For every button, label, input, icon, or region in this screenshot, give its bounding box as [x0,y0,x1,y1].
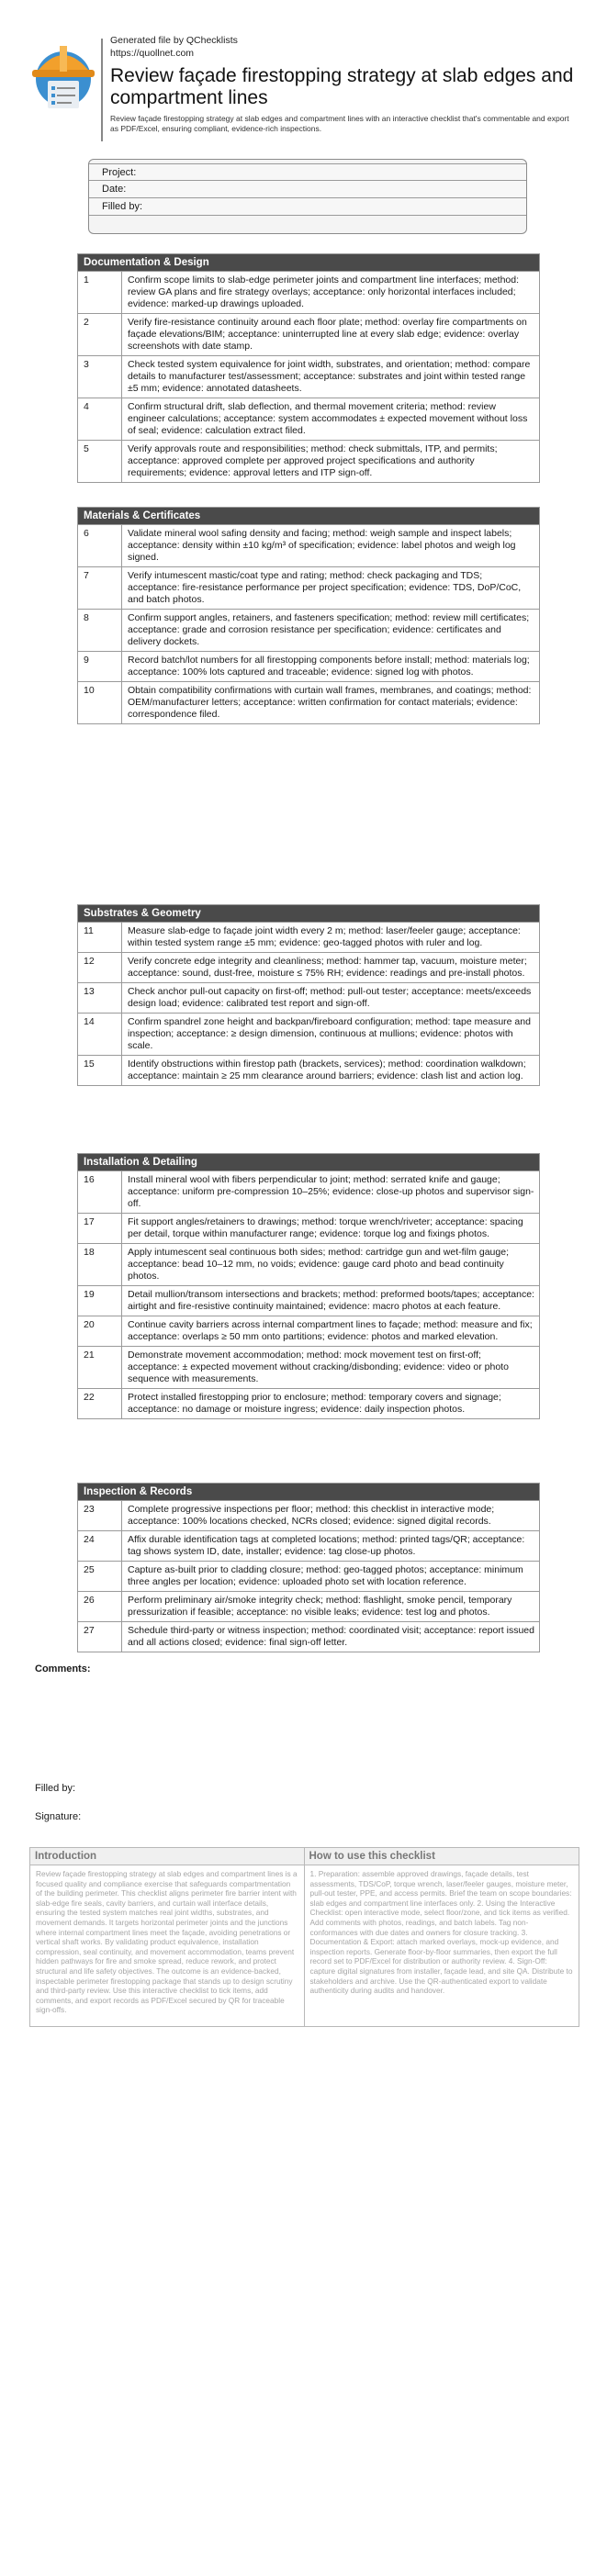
item-text: Detail mullion/transom intersections and brackets; method: preformed boots/tapes; acceptance: airtight and fire-resistive continuity maintained; evidence: macro photos at each feature. [128,1289,534,1312]
item-text: Confirm support angles, retainers, and fasteners specification; method: review mill certificates; acceptance: grade and corrosion resistance per specification; evidence: certificates and delivery dockets. [128,612,530,647]
item-number: 24 [78,1531,122,1561]
checklist-row[interactable] [78,952,539,982]
section-inspection-records [77,1483,540,1652]
project-field[interactable]: Project: [89,163,526,181]
item-number: 18 [78,1244,122,1285]
item-text: Verify fire-resistance continuity around each floor plate; method: overlay fire compartments on façade elevations/BIM; acceptance: uninterrupted line at every slab edge; evidence: overlay screenshots with date stamp. [128,317,527,352]
item-number: 8 [78,610,122,651]
section-heading: Documentation & Design [78,254,539,271]
checklist-row[interactable] [78,1346,539,1388]
checklist-row[interactable] [78,566,539,609]
checklist-row[interactable] [78,355,539,398]
section-documentation-design [77,253,540,483]
item-text: Confirm spandrel zone height and backpan/fireboard configuration; method: tape measure and inspection; acceptance: ≥ design dimension, continuous at mullions; evidence: photos with scale. [128,1016,531,1051]
section-heading: Substrates & Geometry [78,905,539,922]
how-to-heading: How to use this checklist [305,1848,579,1865]
checklist-row[interactable] [78,271,539,313]
item-number: 10 [78,682,122,723]
item-text: Verify concrete edge integrity and cleanliness; method: hammer tap, vacuum, moisture meter; acceptance: sound, dust-free, moisture ≤ 75% RH; evidence: readings and pre-install photos. [128,956,527,979]
section-installation-detailing [77,1153,540,1419]
checklist-row[interactable] [78,1055,539,1085]
header-divider [101,39,103,141]
checklist-row[interactable] [78,1170,539,1213]
checklist-row[interactable] [78,524,539,566]
item-number: 9 [78,652,122,681]
item-text: Demonstrate movement accommodation; method: mock movement test on first-off; acceptance: ± expected movement without cracking/disbonding; evidence: video or photo sequence with measurements. [128,1350,509,1384]
item-text: Complete progressive inspections per floor; method: this checklist in interactive mode; acceptance: 100% locations checked, NCRs closed; evidence: signed digital records. [128,1504,495,1527]
how-to-column [305,1848,579,2026]
item-number: 20 [78,1316,122,1346]
checklist-row[interactable] [78,1013,539,1055]
item-text: Fit support angles/retainers to drawings; method: torque wrench/riveter; acceptance: spacing per detail, torque within manufacturer range; evidence: torque log and fixings photos. [128,1216,523,1239]
item-text: Check tested system equivalence for joint width, substrates, and orientation; method: compare details to manufacturer test/assessment; acceptance: substrates and joint within tested range ±5 mm; evidence: annotated datasheets. [128,359,531,394]
item-text: Check anchor pull-out capacity on first-off; method: pull-out tester; acceptance: meets/exceeds design load; evidence: calibrated test report and sign-off. [128,986,532,1009]
section-substrates-geometry [77,904,540,1086]
section-heading: Materials & Certificates [78,508,539,524]
item-number: 17 [78,1214,122,1243]
item-text: Measure slab-edge to façade joint width every 2 m; method: laser/feeler gauge; acceptance: within tested system range ±5 mm; evidence: geo-tagged photos with ruler and log. [128,925,521,948]
item-text: Apply intumescent seal continuous both sides; method: cartridge gun and wet-film gauge; acceptance: bead 10–12 mm, no voids; evidence: gauge card photo and bead continuity photos. [128,1247,509,1282]
item-text: Confirm structural drift, slab deflection, and thermal movement criteria; method: review engineer calculations; acceptance: system accommodates ± expected movement without loss of seal; evidence: calculation extract filed. [128,401,528,436]
checklist-row[interactable] [78,609,539,651]
section-heading: Installation & Detailing [78,1154,539,1170]
checklist-row[interactable] [78,1621,539,1652]
item-text: Obtain compatibility confirmations with curtain wall frames, membranes, and coatings; method: OEM/manufacturer letters; acceptance: written confirmation for contact materials; evidence: correspondence filed. [128,685,532,720]
item-number: 3 [78,356,122,398]
introduction-column [30,1848,305,2026]
checklist-row[interactable] [78,681,539,723]
item-text: Identify obstructions within firestop path (brackets, services); method: coordination walkdown; acceptance: maintain ≥ 25 mm clearance around barriers; evidence: clash list and action log. [128,1058,526,1081]
item-text: Protect installed firestopping prior to enclosure; method: temporary covers and signage; acceptance: no damage or moisture ingress; evidence: daily inspection photos. [128,1392,501,1415]
how-to-text: 1. Preparation: assemble approved drawings, façade details, test assessments, TDS/CoP, torque wrench, laser/feeler gauges, moisture meter, pull-out tester, PPE, and access permits. Brief the team on scope boundaries: slab edges and compartment line interfaces only. 2. Using the Interactive Checklist: open interactive mode, select floor/zone, and tick items as verified. Add comments with photos, readings, and batch labels. Tag non-conformances with due dates and owners for closure tracking. 3. Documentation & Export: attach marked overlays, mock-up evidence, and inspection reports. Generate floor-by-floor summaries, then export the full record set to PDF/Excel for distribution or authority review. 4. Sign-Off: capture digital signatures from installer, façade lead, and site QA. Distribute to stakeholders and archive. Use the QR-authenticated export to validate authenticity during audits and handover. [309,1869,573,1996]
checklist-row[interactable] [78,1213,539,1243]
source-url[interactable]: https://quollnet.com [110,48,195,59]
checklist-row[interactable] [78,1561,539,1591]
item-text: Record batch/lot numbers for all firestopping components before install; method: materials log; acceptance: 100% lots captured and traceable; evidence: signed log with photos. [128,655,530,678]
item-number: 2 [78,314,122,355]
item-text: Install mineral wool with fibers perpendicular to joint; method: serrated knife and gauge; acceptance: uniform pre-compression 10–25%; evidence: close-up photos and supervisor sign-off. [128,1174,534,1209]
checklist-row[interactable] [78,440,539,482]
item-text: Continue cavity barriers across internal compartment lines to façade; method: measure and fix; acceptance: overlaps ≥ 50 mm onto partitions; evidence: photos and marked elevation. [128,1319,533,1342]
checklist-row[interactable] [78,1316,539,1346]
item-number: 11 [78,923,122,952]
item-number: 6 [78,525,122,566]
item-number: 14 [78,1014,122,1055]
checklist-row[interactable] [78,1530,539,1561]
item-text: Schedule third-party or witness inspection; method: coordinated visit; acceptance: report issued and all actions closed; evidence: final sign-off letter. [128,1625,534,1648]
item-number: 5 [78,441,122,482]
checklist-row[interactable] [78,1591,539,1621]
filled-by-label: Filled by: [35,1783,76,1794]
item-number: 1 [78,272,122,313]
item-text: Perform preliminary air/smoke integrity check; method: flashlight, smoke pencil, temporary pressurization if feasible; acceptance: no visible leaks; evidence: test log and photos. [128,1595,512,1618]
checklist-row[interactable] [78,922,539,952]
item-number: 22 [78,1389,122,1418]
date-field[interactable]: Date: [89,181,526,198]
comments-label: Comments: [35,1663,91,1674]
item-number: 23 [78,1501,122,1530]
item-text: Verify intumescent mastic/coat type and rating; method: check packaging and TDS; acceptance: fire-resistance performance per project specification; evidence: TDS, DoP/CoC, and batch photos. [128,570,522,605]
info-table [29,1847,579,2027]
item-text: Validate mineral wool safing density and facing; method: weigh sample and inspect labels; acceptance: density within ±10 kg/m³ of specification; evidence: label photos and weigh log signed. [128,528,516,563]
item-text: Affix durable identification tags at completed locations; method: printed tags/QR; acceptance: tag shows system ID, date, installer; evidence: tag close-up photos. [128,1534,525,1557]
introduction-text: Review façade firestopping strategy at slab edges and compartment lines is a focused quality and compliance exercise that safeguards compartmentation of the building perimeter. This checklist aligns perimeter fire barrier intent with slab-edge fire seals, cavity barriers, and curtain wall interface details, ensuring the tested system matches real joint widths, substrates, and movement demands. It targets horizontal perimeter joints and the junctions where internal compartment lines meet the façade, avoiding penetrations or vertical shaft works. By validating product equivalence, installation compression, seal continuity, and movement accommodation, teams prevent hidden pathways for fire and smoke spread, reduce rework, and protect structural and life safety objectives. The outcome is an evidence-backed, inspectable perimeter firestopping package that stands up to design scrutiny and third-party review. Use this interactive checklist to tick items, add comments, and export records as PDF/Excel secured by QR for traceable sign-offs. [36,1869,298,2015]
document-header [29,35,580,145]
project-info-box [88,159,527,234]
item-number: 26 [78,1592,122,1621]
item-number: 25 [78,1562,122,1591]
item-number: 16 [78,1171,122,1213]
item-number: 27 [78,1622,122,1652]
document-title: Review façade firestopping strategy at slab edges and compartment lines [110,65,574,108]
item-number: 4 [78,398,122,440]
section-heading: Inspection & Records [78,1484,539,1500]
checklist-row[interactable] [78,313,539,355]
introduction-heading: Introduction [30,1848,304,1865]
checklist-row[interactable] [78,651,539,681]
section-materials-certificates [77,507,540,724]
document-subtitle: Review façade firestopping strategy at slab edges and compartment lines with an interactive checklist that's commentable and export as PDF/Excel, ensuring compliant, evidence-rich inspections. [110,114,569,133]
checklist-row[interactable] [78,1243,539,1285]
item-number: 19 [78,1286,122,1316]
item-text: Confirm scope limits to slab-edge perimeter joints and compartment line interfaces; method: review GA plans and fire strategy overlays; acceptance: only horizontal interfaces included; evidence: marked-up drawings uploaded. [128,274,520,309]
item-text: Capture as-built prior to cladding closure; method: geo-tagged photos; acceptance: minimum three angles per location; evidence: uploaded photo set with location reference. [128,1564,523,1587]
item-number: 15 [78,1056,122,1085]
item-number: 13 [78,983,122,1013]
hardhat-checklist-logo-icon [29,39,97,112]
item-number: 7 [78,567,122,609]
signature-label: Signature: [35,1811,82,1822]
item-number: 21 [78,1347,122,1388]
checklist-row[interactable] [78,1500,539,1530]
generated-by-text: Generated file by QChecklists [110,35,238,46]
item-number: 12 [78,953,122,982]
checklist-row[interactable] [78,1285,539,1316]
checklist-row[interactable] [78,1388,539,1418]
filled-by-field[interactable]: Filled by: [89,198,526,216]
item-text: Verify approvals route and responsibilities; method: check submittals, ITP, and permits; acceptance: approved complete per approved project specifications and authority requirements; evidence: approval letters and ITP sign-off. [128,443,498,478]
checklist-row[interactable] [78,982,539,1013]
checklist-row[interactable] [78,398,539,440]
